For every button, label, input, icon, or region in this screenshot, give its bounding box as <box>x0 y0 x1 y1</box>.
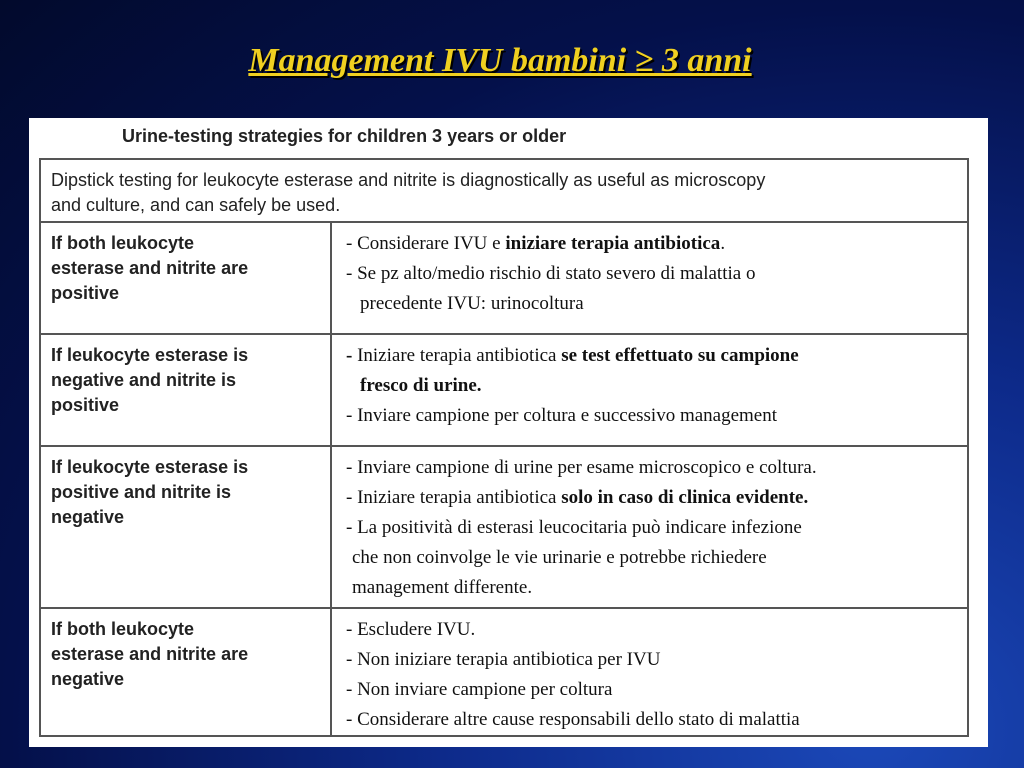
condition-line: If both leukocyte <box>51 233 195 253</box>
note-emphasis: iniziare terapia antibiotica <box>505 233 721 254</box>
intro-row <box>40 159 968 222</box>
note-emphasis: - <box>346 345 353 366</box>
condition-line: If leukocyte esterase is <box>51 457 249 477</box>
note-line: - Non iniziare terapia antibiotica per IVU <box>346 649 661 670</box>
condition-line: positive and nitrite is <box>51 482 232 502</box>
note-line: management differente. <box>352 577 533 598</box>
condition-line: negative and nitrite is <box>51 370 237 390</box>
condition-line: negative <box>51 507 125 527</box>
note-line: precedente IVU: urinocoltura <box>360 293 584 314</box>
condition-cell <box>40 334 331 446</box>
condition-line: negative <box>51 669 125 689</box>
intro-line-2: and culture, and can safely be used. <box>51 195 341 215</box>
intro-line-1: Dipstick testing for leukocyte esterase and nitrite is diagnostically as useful as microscopy <box>51 170 766 190</box>
condition-line: positive <box>51 283 120 303</box>
management-cell <box>331 608 968 736</box>
note-line: - Escludere IVU. <box>346 619 476 640</box>
note-line <box>346 229 961 259</box>
note-text: Iniziare terapia antibiotica <box>352 345 562 366</box>
table-heading: Urine-testing strategies for children 3 years or older <box>122 126 567 146</box>
condition-line: If leukocyte esterase is <box>51 345 249 365</box>
management-cell <box>331 334 968 446</box>
note-line <box>346 483 961 513</box>
strategy-table <box>39 158 969 737</box>
note-line: - Se pz alto/medio rischio di stato severo di malattia o <box>346 263 756 284</box>
note-emphasis: se test effettuato su campione <box>561 345 799 366</box>
note-emphasis: fresco di urine. <box>360 375 482 396</box>
condition-line: esterase and nitrite are <box>51 258 249 278</box>
condition-cell <box>40 222 331 334</box>
condition-line: If both leukocyte <box>51 619 195 639</box>
note-line: - La positività di esterasi leucocitaria può indicare infezione <box>346 517 802 538</box>
note-line <box>346 341 961 371</box>
note-line: che non coinvolge le vie urinarie e potrebbe richiedere <box>352 547 767 568</box>
note-text: - Considerare IVU e <box>346 233 506 254</box>
table-row <box>40 334 968 446</box>
condition-line: esterase and nitrite are <box>51 644 249 664</box>
condition-cell <box>40 608 331 736</box>
slide-title: Management IVU bambini ≥ 3 anni <box>248 42 752 79</box>
note-line <box>346 371 961 401</box>
condition-line: positive <box>51 395 120 415</box>
table-row <box>40 446 968 608</box>
note-text: . <box>720 233 726 254</box>
table-row <box>40 608 968 736</box>
management-cell <box>331 222 968 334</box>
note-line: - Inviare campione per coltura e successivo management <box>346 405 778 426</box>
table-row <box>40 222 968 334</box>
note-line: - Considerare altre cause responsabili dello stato di malattia <box>346 709 800 730</box>
note-line: - Inviare campione di urine per esame microscopico e coltura. <box>346 457 817 478</box>
note-text: - Iniziare terapia antibiotica <box>346 487 562 508</box>
condition-cell <box>40 446 331 608</box>
intro-cell <box>40 159 968 222</box>
note-emphasis: solo in caso di clinica evidente. <box>561 487 809 508</box>
note-line: - Non inviare campione per coltura <box>346 679 613 700</box>
management-cell <box>331 446 968 608</box>
